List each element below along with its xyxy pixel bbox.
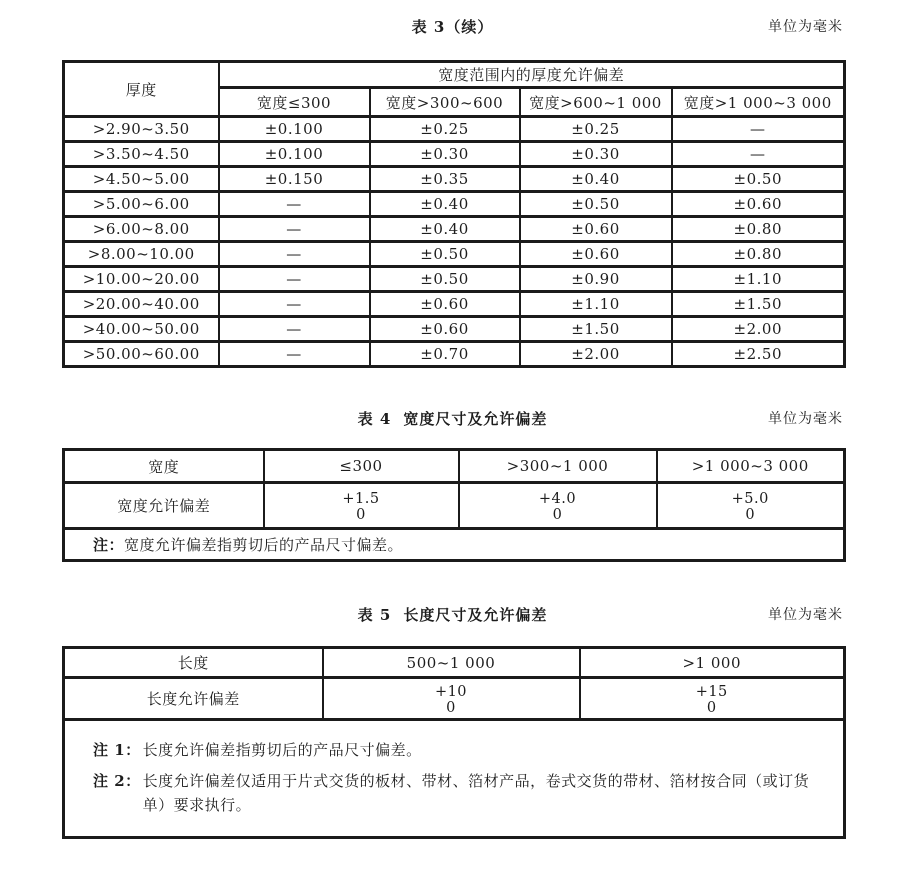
tolerance-stack: +5.0 0 [731,490,769,523]
table-cell: ±0.80 [672,242,845,267]
table-cell: ±0.100 [219,117,370,142]
table-cell: ±0.25 [370,117,520,142]
table-cell: ±0.60 [520,217,672,242]
table-cell: ±0.50 [370,242,520,267]
table-cell: ±2.00 [672,317,845,342]
table-cell: >2.90~3.50 [64,117,219,142]
table-cell: ±0.40 [370,217,520,242]
table3-subheader: 宽度>600~1 000 [520,88,672,117]
table5-header-range: >1 000 [580,648,845,678]
table-cell: >5.00~6.00 [64,192,219,217]
table-cell [657,483,845,529]
table-cell [580,678,845,720]
table5-caption [358,606,548,624]
table-row [64,342,845,367]
table4-header-range: >300~1 000 [459,450,657,483]
table-row [64,142,845,167]
table4 [62,448,846,562]
table-cell: ±0.40 [520,167,672,192]
tolerance-stack: +15 0 [695,683,728,716]
note-label: 注 1： [93,741,141,759]
table3-subheader: 宽度≤300 [219,88,370,117]
table-cell: ±0.40 [370,192,520,217]
table-cell: >6.00~8.00 [64,217,219,242]
note-label: 注 2： [93,772,141,790]
table4-row-label: 宽度允许偏差 [64,483,264,529]
table-cell: ±0.25 [520,117,672,142]
table4-header-row [64,450,845,483]
table3-caption-row [62,17,843,37]
table4-caption-row [62,409,843,429]
table-cell: — [219,242,370,267]
tolerance-stack: +10 0 [434,683,468,716]
table4-caption [358,410,548,428]
table5-tolerance-row [64,678,845,720]
table-cell: >40.00~50.00 [64,317,219,342]
table-cell: — [219,317,370,342]
table-cell: — [672,142,845,167]
table-cell: — [219,192,370,217]
table3-header-group: 宽度范围内的厚度允许偏差 [219,62,845,88]
table-cell: ±0.60 [672,192,845,217]
table-cell: — [219,292,370,317]
table-cell: ±0.150 [219,167,370,192]
table4-note [64,529,845,561]
table3-unit-label: 单位为毫米 [768,19,843,35]
note-line-1 [93,738,829,762]
table-row [64,217,845,242]
table4-note-row [64,529,845,561]
note-text: 宽度允许偏差指剪切后的产品尺寸偏差。 [124,536,404,554]
note-label: 注： [93,536,125,554]
table5-header-range: 500~1 000 [323,648,580,678]
table3-subheader: 宽度>1 000~3 000 [672,88,845,117]
table-cell: — [672,117,845,142]
table-cell: ±0.90 [520,267,672,292]
note-line-2 [93,769,829,817]
table-cell: ±0.50 [370,267,520,292]
table-cell [323,678,580,720]
table3-subheader: 宽度>300~600 [370,88,520,117]
table4-caption-label: 表 4 [357,410,392,428]
table-cell: ±0.50 [672,167,845,192]
table5-caption-label: 表 5 [357,606,392,624]
table-cell: ±0.80 [672,217,845,242]
table-cell [264,483,459,529]
table-cell: — [219,342,370,367]
table-cell: ±0.70 [370,342,520,367]
table-cell: ±0.30 [370,142,520,167]
table-cell: — [219,217,370,242]
table-row [64,167,845,192]
table5-header-row [64,648,845,678]
table-cell: ±1.50 [672,292,845,317]
table-row [64,267,845,292]
table4-header-width: 宽度 [64,450,264,483]
table5-header-length: 长度 [64,648,323,678]
table-cell: ±2.00 [520,342,672,367]
table3 [62,60,846,368]
note-text: 长度允许偏差指剪切后的产品尺寸偏差。 [142,741,422,759]
table-cell: ±1.10 [672,267,845,292]
table5-notes-row [64,720,845,838]
table-row [64,117,845,142]
table4-unit-label: 单位为毫米 [768,411,843,427]
table5-caption-row [62,605,843,625]
table-row [64,317,845,342]
table4-tolerance-row [64,483,845,529]
table-row [64,292,845,317]
table-cell: ±0.60 [370,292,520,317]
table-cell: >10.00~20.00 [64,267,219,292]
table3-caption-text: 表 3（续） [411,18,494,36]
table3-header-row1 [64,62,845,88]
table5-row-label: 长度允许偏差 [64,678,323,720]
table4-caption-name: 宽度尺寸及允许偏差 [403,410,548,428]
table4-header-range: ≤300 [264,450,459,483]
tolerance-stack: +1.5 0 [342,490,380,523]
table-cell: — [219,267,370,292]
table3-caption [412,18,494,36]
table-cell: ±0.30 [520,142,672,167]
table3-header-thickness: 厚度 [64,62,219,117]
table-cell: >50.00~60.00 [64,342,219,367]
table-cell: >4.50~5.00 [64,167,219,192]
table-cell: ±1.10 [520,292,672,317]
table-row [64,242,845,267]
table-cell: ±0.35 [370,167,520,192]
table-cell: ±0.60 [520,242,672,267]
table5 [62,646,846,839]
note-text: 长度允许偏差仅适用于片式交货的板材、带材、箔材产品，卷式交货的带材、箔材按合同（或订货单）要求执行。 [142,772,810,814]
table-cell: ±2.50 [672,342,845,367]
table5-notes [64,720,845,838]
table-cell: >20.00~40.00 [64,292,219,317]
table-cell: ±0.60 [370,317,520,342]
table4-header-range: >1 000~3 000 [657,450,845,483]
table-cell [459,483,657,529]
tolerance-stack: +4.0 0 [538,490,577,523]
table-row [64,192,845,217]
table5-unit-label: 单位为毫米 [768,607,843,623]
table-cell: >8.00~10.00 [64,242,219,267]
table-cell: >3.50~4.50 [64,142,219,167]
table-cell: ±0.100 [219,142,370,167]
table5-caption-name: 长度尺寸及允许偏差 [403,606,548,624]
table-cell: ±1.50 [520,317,672,342]
table-cell: ±0.50 [520,192,672,217]
